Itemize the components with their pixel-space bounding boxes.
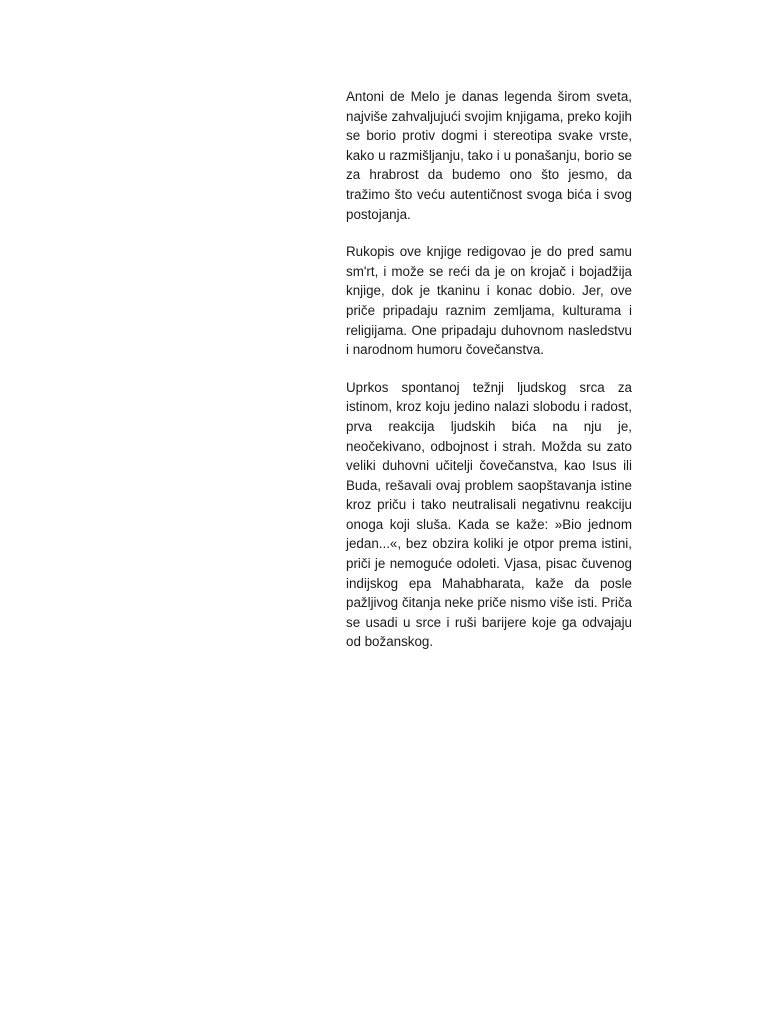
text-column [346, 87, 632, 670]
paragraph-3: Uprkos spontanoj težnji ljudskog srca za istinom, kroz koju jedino nalazi slobodu i radost, prva reakcija ljudskih bića na nju je, neočekivano, odbojnost i strah. Možda su zato veliki duhovni učitelji čovečanstva, kao Isus ili Buda, rešavali ovaj problem saopštavanja istine kroz priču i tako neutralisali negativnu reakciju onoga koji sluša. Kada se kaže: »Bio jednom jedan...«, bez obzira koliki je otpor prema istini, priči je nemoguće odoleti. Vjasa, pisac čuvenog indijskog epa Mahabharata, kaže da posle pažljivog čitanja neke priče nismo više isti. Priča se usadi u srce i ruši barijere koje ga odvajaju od božanskog. [346, 379, 632, 650]
paragraph-2: Rukopis ove knjige redigovao je do pred samu sm'rt, i može se reći da je on krojač i bojadžija knjige, dok je tkaninu i konac dobio. Jer, ove priče pripadaju raznim zemljama, kulturama i religijama. One pripadaju duhovnom nasledstvu i narodnom humoru čovečanstva. [346, 244, 632, 358]
paragraph-1: Antoni de Melo je danas legenda širom sveta, najviše zahvaljujući svojim knjigama, preko kojih se borio protiv dogmi i stereotipa svake vrste, kako u razmišljanju, tako i u ponašanju, borio se za hrabrost da budemo ono što jesmo, da tražimo što veću autentičnost svoga bića i svog postojanja. [346, 89, 632, 222]
